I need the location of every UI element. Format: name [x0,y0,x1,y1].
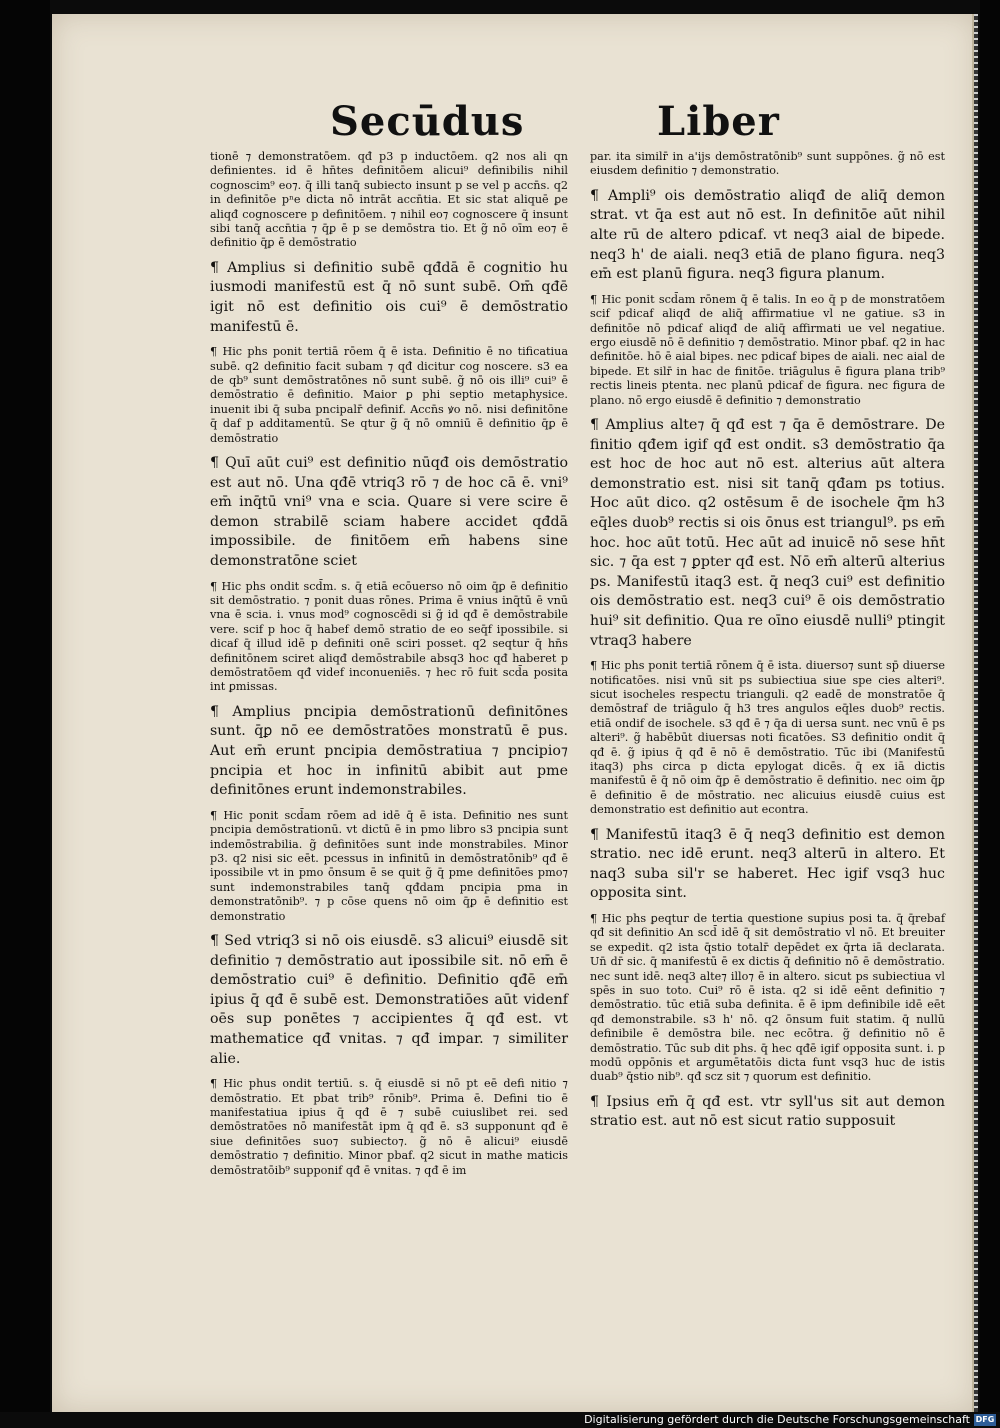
commentary-paragraph: ¶ Hic phus ondit tertiū. s. q̄ eiusdē si nō pt eē defi nitio ⁊ demōstratio. Et pbat trib⁹ rōnib⁹. Prima ē. Defini tio ē manifestatiua ipius q̄ qđ ē ⁊ subē cuiuslibet rei. sed demōstratōes nō manifestāt ipm q̄ qđ ē. s3 supponunt qđ ē siue definitōes suo⁊ subiecto⁊. g̃ nō ē alicui⁹ eiusdē demōstratio ⁊ definitio. Minor pbaf. q2 sicut in mathe maticis demōstratōib⁹ supponif qđ ē vnitas. ⁊ qđ ē im [210,1077,568,1177]
commentary-paragraph: ¶ Hic phs ponit tertiā rōnem q̄ ē ista. diuerso⁊ sunt sp̄ diuerse notificatōes. nisi vnū sit ps subiectiua siue spe cies alteri⁹. sicut isocheles respectu trianguli. q2 eadē de monstratōe q̄ demōstraf de triāgulo q̄ h3 tres angulos eq̄les duob⁹ rectis. etiā ondif de isochele. s3 qđ ē ⁊ q̄a di uersa sunt. nec vnū ē ps alteri⁹. g̃ habēbūt diuersas noti ficatōes. S3 definitio ondit q̄ qđ ē. g̃ ipius q̄ qđ ē nō ē demōstratio. Tūc ibi (Manifestū itaq3) phs circa p dicta epylogat dicēs. q̄ ex iā dictis manifestū ē q̄ nō oim q̄ꝑ ē demōstratio ē definitio. nec oim q̄ꝑ ē definitio ē de mōstratio. nec alicuius eiusdē cuius est demonstratio est definitio aut econtra. [590,659,945,817]
text-paragraph: ¶ Amplius pncipia demōstrationū definitōnes sunt. q̄ꝑ nō ee demōstratōes monstratū ē pus. Aut em̄ erunt pncipia demōstratiua ⁊ pncipio⁊ pncipia et hoc in infinitū abibit aut pme definitōnes erunt indemonstrabiles. [210,703,568,799]
text-paragraph: ¶ Quī aūt cui⁹ est definitio nūqđ ois demōstratio est aut nō. Una qđē vtriq3 rō ⁊ de hoc cā ē. vni⁹ em̄ inq̄tū vni⁹ vna e scia. Quare si vere scire ē demon strabilē sciam habere accidet qđdā impossibile. de finitōem em̄ habens sine demonstratōne sciet [210,455,568,570]
commentary-paragraph: ¶ Hic phs ponit tertiā rōem q̄ ē ista. Definitio ē no tificatiua subē. q2 definitio facit subam ⁊ qđ dicitur cog noscere. s3 ea de qb⁹ sunt demōstratōnes nō sunt subē. g̃ nō ois illi⁹ cui⁹ ē demōstratio ē definitio. Maior ꝑ phi septio metaphysice. inuenit ibi q̄ suba pncipalr̄ definif. Accn̄s ꝟo nō. nisi definitōne q̄ daf p additamentū. Se qtur g̃ q̄ nō omniū ē definitio q̄ꝑ ē demōstratio [210,345,568,445]
running-head-left: Secūdus [330,98,525,145]
commentary-paragraph: ¶ Hic ponit scd̄am rōnem q̄ ē talis. In eo q̄ p de monstratōem scif pdicaf aliqđ de aliq̄ affirmatiue vl ne gatiue. s3 in definitōe nō pdicaf aliqđ de aliq̄ affirmati ue vel negatiue. ergo eiusdē nō ē definitio ⁊ demōstratio. Minor pbaf. q2 in hac definitōe. hō ē aial bipes. nec pdicaf bipes de aiali. nec aial de bipede. Et silr̄ in hac de finitōe. triāgulus ē figura plana trib⁹ rectis lineis ptenta. nec planū pdicaf de figura. nec figura de plano. nō ergo eiusdē ē definitio ⁊ demonstratio [590,292,945,407]
text-paragraph: ¶ Amplius alte⁊ q̄ qđ est ⁊ q̄a ē demōstrare. De finitio qđem igif qđ est ondit. s3 demōstratio q̄a est hoc de hoc aut nō est. alterius aūt altera demonstratio est. nisi sit tanq̄ qđam ps totius. Hoc aūt dico. q2 ostēsum ē de isochele q̄m h3 eq̄les duob⁹ rectis si ois ōnus est triangul⁹. ps em̄ hoc. hoc aūt totū. Hec aūt ad inuicē nō sese hn̄t sic. ⁊ q̄a est ⁊ ꝑpter qđ est. Nō em̄ alterū alterius ps. Manifestū itaq3 est. q̄ neq3 cui⁹ est definitio ois demōstratio est. neq3 cui⁹ ē ois demōstratio hui⁹ sit definitio. Qua re oīno eiusdē nulli⁹ ptingit vtraq3 habere [590,417,945,649]
scale-ruler [974,14,978,1412]
left-column [210,150,568,1186]
running-head-right: Liber [657,98,780,145]
commentary-paragraph: par. ita similr̄ in a'ijs demōstratōnib⁹ sunt suppōnes. g̃ nō est eiusdem definitio ⁊ demonstratio. [590,150,945,178]
viewer-background-right [980,0,1000,1412]
viewer-background-left [0,0,50,1412]
commentary-paragraph: ¶ Hic phs ondit scd̄m. s. q̄ etiā ecōuerso nō oim q̄ꝑ ē definitio sit demōstratio. ⁊ ponit duas rōnes. Prima ē vnius inq̄tū ē vnū vna ē scia. i. vnus mod⁹ cognoscēdi si g̃ id qđ ē demōstrabile vere. scif p hoc q̄ habef demō stratio de eo seq̄f ipossibile. si dicaf q̄ illud idē p definiti onē sciri posset. q2 seqtur q̄ hn̄s definitōnem sciret aliqđ demōstrabile absq3 hoc qđ haberet p demōstratōem qđ videf inconueniēs. ⁊ hec rō fuit scd̄a posita int ꝑmissas. [210,579,568,694]
commentary-paragraph: ¶ Hic phs ꝑeqtur de tertia questione supius posi ta. q̄ q̄rebaf qđ sit definitio An scd̄ idē q̄ sit demōstratio vl nō. Et breuiter se expedit. q2 ista q̄stio totalr̄ depēdet ex q̄rta iā declarata. Un̄ dr̄ sic. q̄ manifestū ē ex dictis q̄ definitio nō ē demōstratio. nec sunt idē. neq3 alte⁊ illo⁊ ē in altero. sicut ps subiectiua vl spēs in suo toto. Cui⁹ rō ē ista. q2 si idē eēnt definitio ⁊ demōstratio. tūc etiā suba definita. ē ē ipm definibile idē eēt qđ demonstrabile. s3 h' nō. q2 ōnsum fuit statim. q̄ nullū definibile ē demōstra bile. nec ecōtra. g̃ definitio nō ē demōstratio. Tūc sub dit phs. q̄ hec qđē igif opposita sunt. i. p modū oppōnis et argumētatōis dicta funt vsq3 huc de istis duab⁹ q̄stio nib⁹. qđ scz sit ⁊ quorum est definitio. [590,912,945,1084]
text-paragraph: ¶ Sed vtriq3 si nō ois eiusdē. s3 alicui⁹ eiusdē sit definitio ⁊ demōstratio aut ipossibile sit. nō em̄ ē demōstratio cui⁹ ē definitio. Definitio qđē em̄ ipius q̄ qđ ē subē est. Demonstratiōes aūt videnf oēs sup ponētes ⁊ accipientes q̄ qđ est. vt mathematice qđ vnitas. ⁊ qđ impar. ⁊ similiter alie. [210,933,568,1067]
text-paragraph: ¶ Ipsius em̄ q̄ qđ est. vtr syll'us sit aut demon stratio est. aut nō est sicut ratio supposuit [590,1093,945,1130]
text-paragraph: ¶ Amplius si definitio subē qđdā ē cognitio hu iusmodi manifestū est q̄ nō sunt subē. Om̄ qđē igit nō est definitio ois cui⁹ ē demōstratio manifestū ē. [210,259,568,335]
footer-bar [0,1412,1000,1428]
commentary-paragraph: tionē ⁊ demonstratōem. qđ p3 p inductōem. q2 nos ali qn definientes. id ē hn̄tes definitōem alicui⁹ definibilis nihil cognoscim⁹ eo⁊. q̄ illi tanq̄ subiecto insunt p se vel p accn̄s. q2 in definitōe pⁿe dicta nō intrāt accn̄tia. Et sic stat aliquē ꝑe aliqđ cognoscere p definitōem. ⁊ nihil eo⁊ cognoscere q̄ insunt sibi tanq̄ accn̄tia ⁊ q̄ꝑ ē p se demōstra tio. Et g̃ nō oīm eo⁊ ē definitio q̄ꝑ ē demōstratio [210,150,568,250]
text-paragraph: ¶ Ampli⁹ ois demōstratio aliqđ de aliq̄ demon strat. vt q̄a est aut nō est. In definitōe aūt nihil alte rū de altero pdicaf. vt neq3 aial de bipede. neq3 h' de aiali. neq3 etiā de plano figura. neq3 em̄ est planū figura. neq3 figura planum. [590,187,945,283]
dfg-logo: DFG [975,1415,995,1424]
text-paragraph: ¶ Manifestū itaq3 ē q̄ neq3 definitio est demon stratio. nec idē erunt. neq3 alterū in altero. Et naq3 suba sil'r se haberet. Hec igif vsq3 huc opposita sint. [590,826,945,902]
commentary-paragraph: ¶ Hic ponit scd̄am rōem ad idē q̄ ē ista. Definitio nes sunt pncipia demōstrationū. vt dictū ē in pmo libro s3 pncipia sunt indemōstrabilia. g̃ definitōes sunt inde monstrabiles. Minor p3. q2 nisi sic eēt. pcessus in infinitū in demōstratōnib⁹ qđ ē ipossibile vt in pmo ōnsum ē se quit g̃ q̄ pme definitōes pmo⁊ sunt indemonstrabiles tanq̄ qđdam pncipia pma in demonstratōnib⁹. ⁊ p cōse quens nō oim q̄ꝑ ē definitio est demonstratio [210,808,568,923]
right-column [590,150,945,1140]
funding-credit: Digitalisierung gefördert durch die Deutsche Forschungsgemeinschaft [584,1413,970,1426]
